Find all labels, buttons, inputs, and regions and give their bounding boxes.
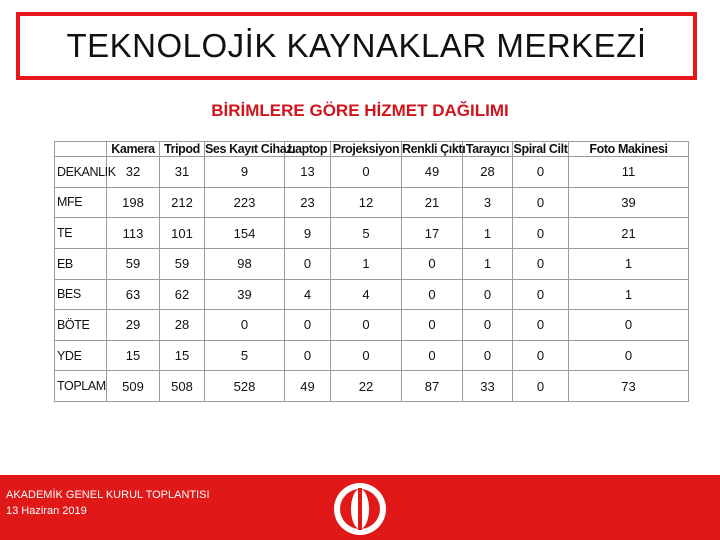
table-cell: 0 [402,340,463,371]
table-cell: 0 [513,279,569,310]
table-cell: 49 [402,157,463,188]
table-cell: 1 [331,248,402,279]
service-table [54,141,689,402]
table-cell: 1 [569,279,689,310]
footer-event: AKADEMİK GENEL KURUL TOPLANTISI [6,489,210,501]
row-header-cell: MFE [55,187,107,218]
table-cell: 12 [331,187,402,218]
column-header: Ses Kayıt Cihazı [205,142,296,156]
table-cell: 0 [513,248,569,279]
table-row [55,310,689,341]
table-cell: 154 [205,218,285,249]
table-cell: 39 [569,187,689,218]
table-cell: 1 [463,218,513,249]
table-cell: 13 [285,157,331,188]
table-cell: 4 [331,279,402,310]
table-cell: 98 [205,248,285,279]
table-cell: 59 [107,248,160,279]
table-cell: 0 [205,310,285,341]
table-cell: 198 [107,187,160,218]
table-cell: 0 [513,310,569,341]
table-cell: 1 [463,248,513,279]
table-cell: 9 [205,157,285,188]
table-cell: 528 [205,371,285,402]
table-cell: 21 [402,187,463,218]
table-cell: 0 [513,340,569,371]
table-cell: 0 [513,218,569,249]
column-header: Foto Makinesi [569,142,689,157]
table-cell: 87 [402,371,463,402]
table-cell: 63 [107,279,160,310]
table-cell: 223 [205,187,285,218]
table-cell: 49 [285,371,331,402]
table-cell: 0 [285,310,331,341]
table-cell: 101 [160,218,205,249]
table-cell: 62 [160,279,205,310]
table-header-row [55,142,689,157]
table-row [55,248,689,279]
table-cell: 17 [402,218,463,249]
table-cell: 0 [285,340,331,371]
column-header: Tripod [160,142,205,157]
table-cell: 0 [513,371,569,402]
table-row [55,157,689,188]
row-header-cell: BES [55,279,107,310]
title-box [16,12,697,80]
table-cell: 1 [569,248,689,279]
table-cell: 15 [160,340,205,371]
table-cell: 28 [160,310,205,341]
table-cell: 0 [402,248,463,279]
table-cell: 0 [402,279,463,310]
table-cell: 28 [463,157,513,188]
column-header: Laptop [285,142,331,157]
table-cell: 0 [463,340,513,371]
table-row [55,218,689,249]
row-header-cell: BÖTE [55,310,107,341]
table-cell: 9 [285,218,331,249]
column-header: Tarayıcı [463,142,513,157]
table-cell: 29 [107,310,160,341]
table-cell: 21 [569,218,689,249]
table-row [55,371,689,402]
table-cell: 33 [463,371,513,402]
table-cell: 0 [513,187,569,218]
table-cell: 3 [463,187,513,218]
row-header-cell: TOPLAM [55,371,107,402]
table-cell: 0 [513,157,569,188]
table-cell: 0 [285,248,331,279]
table-cell: 11 [569,157,689,188]
table-cell: 0 [331,340,402,371]
table-cell: 5 [205,340,285,371]
table-cell: 22 [331,371,402,402]
table-cell: 15 [107,340,160,371]
table-cell: 509 [107,371,160,402]
column-header: Spiral Cilt [513,142,568,156]
table-row [55,187,689,218]
table-row [55,279,689,310]
table-cell: 0 [569,340,689,371]
table-cell: 32 [107,157,160,188]
footer-bar [0,475,720,540]
table-cell: 0 [331,157,402,188]
subtitle: BİRİMLERE GÖRE HİZMET DAĞILIMI [211,101,509,120]
row-header-cell: EB [55,248,107,279]
table-cell: 73 [569,371,689,402]
service-table-wrap [54,141,688,402]
table-cell: 4 [285,279,331,310]
table-row [55,340,689,371]
table-cell: 23 [285,187,331,218]
table-cell: 39 [205,279,285,310]
table-cell: 59 [160,248,205,279]
row-header-cell: DEKANLIK [55,157,107,188]
university-logo-icon [333,482,387,536]
column-header: Renkli Çıktı [402,142,466,156]
column-header: Kamera [107,142,160,157]
row-header-cell: TE [55,218,107,249]
table-cell: 0 [569,310,689,341]
table-cell: 0 [402,310,463,341]
table-cell: 508 [160,371,205,402]
footer-text [6,487,210,519]
table-cell: 113 [107,218,160,249]
table-cell: 0 [463,310,513,341]
column-header: Projeksiyon [331,142,402,157]
header-corner-cell [55,142,107,157]
table-cell: 5 [331,218,402,249]
table-cell: 212 [160,187,205,218]
row-header-cell: YDE [55,340,107,371]
footer-date: 13 Haziran 2019 [6,505,87,517]
table-cell: 31 [160,157,205,188]
table-cell: 0 [463,279,513,310]
table-cell: 0 [331,310,402,341]
page-title: TEKNOLOJİK KAYNAKLAR MERKEZİ [66,27,647,64]
